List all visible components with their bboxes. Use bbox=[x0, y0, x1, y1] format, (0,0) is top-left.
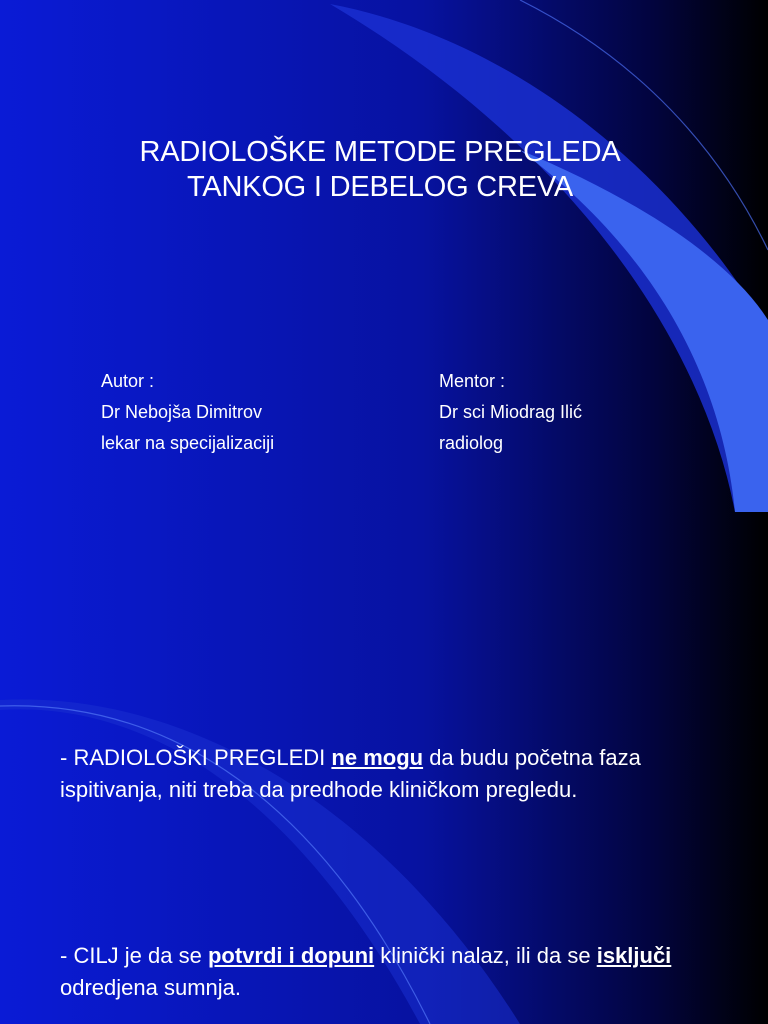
author-label: Autor : bbox=[101, 371, 155, 391]
slide-title bbox=[0, 135, 760, 205]
author-name: Dr Nebojša Dimitrov bbox=[101, 402, 263, 422]
mentor-block bbox=[439, 366, 582, 459]
author-role: lekar na specijalizaciji bbox=[101, 433, 275, 453]
mentor-role: radiolog bbox=[439, 433, 504, 453]
title-line-1: RADIOLOŠKE METODE PREGLEDA bbox=[139, 136, 621, 168]
mentor-label: Mentor : bbox=[439, 371, 506, 391]
para2-text-start: - CILJ je da se bbox=[60, 943, 208, 968]
para2-text-middle: klinički nalaz, ili da se bbox=[374, 943, 597, 968]
para1-text-start: - RADIOLOŠKI PREGLEDI bbox=[60, 745, 332, 770]
para2-emphasis-confirm: potvrdi i dopuni bbox=[207, 943, 375, 968]
mentor-name: Dr sci Miodrag Ilić bbox=[439, 402, 583, 422]
slide-2 bbox=[0, 512, 768, 1024]
para2-emphasis-exclude: isključi bbox=[596, 943, 672, 968]
para1-text-end: da budu početna faza ispitivanja, niti treba da predhode kliničkom pregledu. bbox=[60, 745, 641, 802]
title-line-2: TANKOG I DEBELOG CREVA bbox=[186, 171, 574, 203]
para2-text-end: odredjena sumnja. bbox=[60, 975, 242, 1000]
author-block bbox=[101, 366, 274, 459]
paragraph-goal bbox=[60, 940, 740, 1004]
paragraph-radiology-exams bbox=[60, 742, 740, 806]
para1-emphasis: ne mogu bbox=[331, 745, 424, 770]
